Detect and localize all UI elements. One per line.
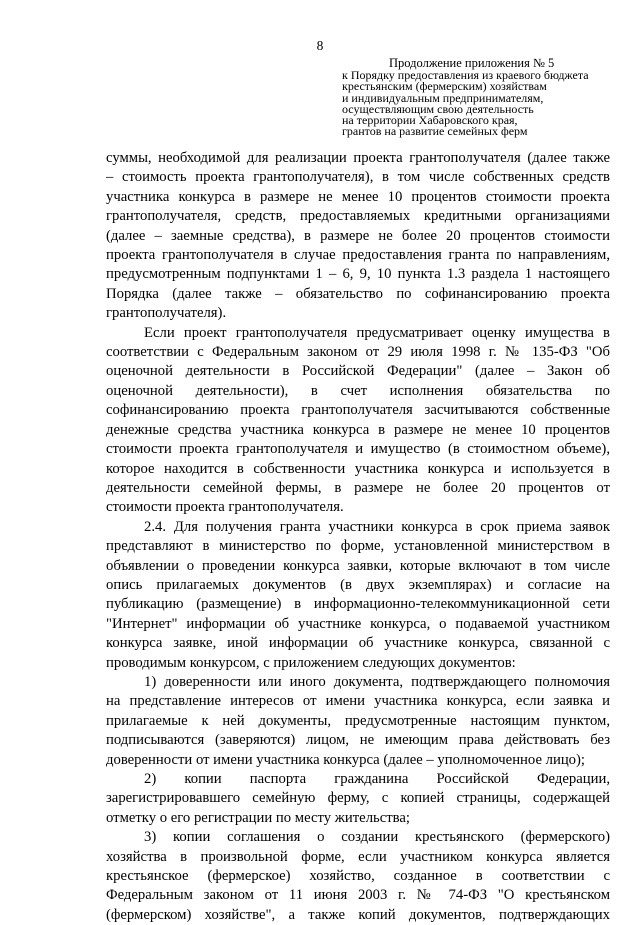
text-line: отметку о его регистрации по месту жительства;	[106, 809, 410, 826]
text-line: проводимым конкурсом, с приложением следующих документов:	[106, 654, 516, 671]
text-line: – стоимость проекта грантополучателя), в том числе собственных средств	[106, 169, 610, 186]
text-line: оценочной деятельности в Российской Федерации" (далее – Закон об	[106, 363, 610, 380]
text-line: "Интернет" информации об участнике конкурса, о подаваемой участником	[106, 615, 610, 632]
text-line: (далее – заемные средства), в размере не более 20 процентов стоимости	[106, 227, 610, 244]
text-line: опись прилагаемых документов (в двух экземплярах) и согласие на	[106, 576, 610, 593]
text-line: софинансированию проекта грантополучателя засчитываются собственные	[106, 402, 610, 419]
text-line: зарегистрировавшего семейную ферму, с копией страницы, содержащей	[106, 790, 610, 807]
text-line: подписываются (заверяются) лицом, не имеющим права действовать без	[106, 732, 610, 749]
text-line: стоимости проекта грантополучателя.	[106, 499, 344, 516]
text-line: деятельности семейной фермы, в размере не более 20 процентов от	[106, 479, 610, 496]
text-line: оценочной деятельности), в счет исполнения обязательства по	[106, 382, 610, 399]
text-line: стоимости проекта грантополучателя и имущество (в стоимостном объеме),	[106, 441, 610, 458]
text-line: представляют в министерство по форме, установленной министерством в	[106, 538, 610, 555]
paragraph-start: Если проект грантополучателя предусматривает оценку имущества в	[144, 324, 610, 341]
text-line: публикацию (размещение) в информационно-телекоммуникационной сети	[106, 596, 610, 613]
section-2-4-start: 2.4. Для получения гранта участники конкурса в срок приема заявок	[144, 518, 610, 535]
text-line: доверенности от имени участника конкурса (далее – уполномоченное лицо);	[106, 751, 585, 768]
text-line: Федеральным законом от 11 июня 2003 г. № 74-ФЗ "О крестьянском	[106, 887, 610, 904]
appendix-line: к Порядку предоставления из краевого бюджета	[342, 68, 589, 82]
text-line: на представление интересов от имени участника конкурса, если заявка и	[106, 693, 610, 710]
appendix-header	[342, 57, 612, 138]
document-body	[106, 149, 610, 925]
text-line: конкурса заявке, иной информации об участнике конкурса, связанной с	[106, 635, 610, 652]
appendix-title: Продолжение приложения № 5	[389, 56, 555, 70]
text-line: соответствии с Федеральным законом от 29 июля 1998 г. № 135-ФЗ "Об	[106, 344, 610, 361]
appendix-line: на территории Хабаровского края,	[342, 113, 518, 128]
text-line: крестьянское (фермерское) хозяйство, созданное в соответствии с	[106, 868, 610, 885]
text-line: проекта грантополучателя в случае предоставления гранта по направлениям,	[106, 247, 610, 264]
text-line: участника конкурса в размере не менее 10 процентов стоимости проекта	[106, 188, 610, 205]
text-line: денежные средства участника конкурса в размере не менее 10 процентов	[106, 421, 610, 438]
text-line: предусмотренным подпунктами 1 – 6, 9, 10 пункта 1.3 раздела 1 настоящего	[106, 266, 610, 283]
text-line: объявлении о проведении конкурса заявки, которые включают в том числе	[106, 557, 610, 574]
text-line: хозяйства в произвольной форме, если участником конкурса является	[106, 848, 610, 865]
appendix-line: крестьянским (фермерским) хозяйствам	[342, 79, 547, 94]
text-line: Порядка (далее также – обязательство по софинансированию проекта	[106, 285, 610, 302]
page-number: 8	[316, 38, 324, 53]
list-item-1-start: 1) доверенности или иного документа, подтверждающего полномочия	[144, 673, 610, 690]
text-line: прилагаемые к ней документы, предусмотренные настоящим пунктом,	[106, 712, 610, 729]
list-item-3-start: 3) копии соглашения о создании крестьянского (фермерского)	[144, 829, 610, 846]
text-line: грантополучателя).	[106, 305, 227, 322]
text-line: грантополучателя, средств, предоставляемых кредитными организациями	[106, 208, 610, 225]
appendix-line: грантов на развитие семейных ферм	[342, 124, 528, 139]
appendix-line: осуществляющим свою деятельность	[342, 101, 534, 116]
text-line: которое находится в собственности участника конкурса и используется в	[106, 460, 610, 477]
text-line: (фермерском) хозяйстве", а также копий документов, подтверждающих	[106, 906, 610, 923]
text-line: суммы, необходимой для реализации проекта грантополучателя (далее также	[106, 150, 610, 166]
appendix-line: и индивидуальным предпринимателям,	[342, 90, 544, 105]
list-item-2-start: 2) копии паспорта гражданина Российской Федерации,	[144, 771, 610, 787]
